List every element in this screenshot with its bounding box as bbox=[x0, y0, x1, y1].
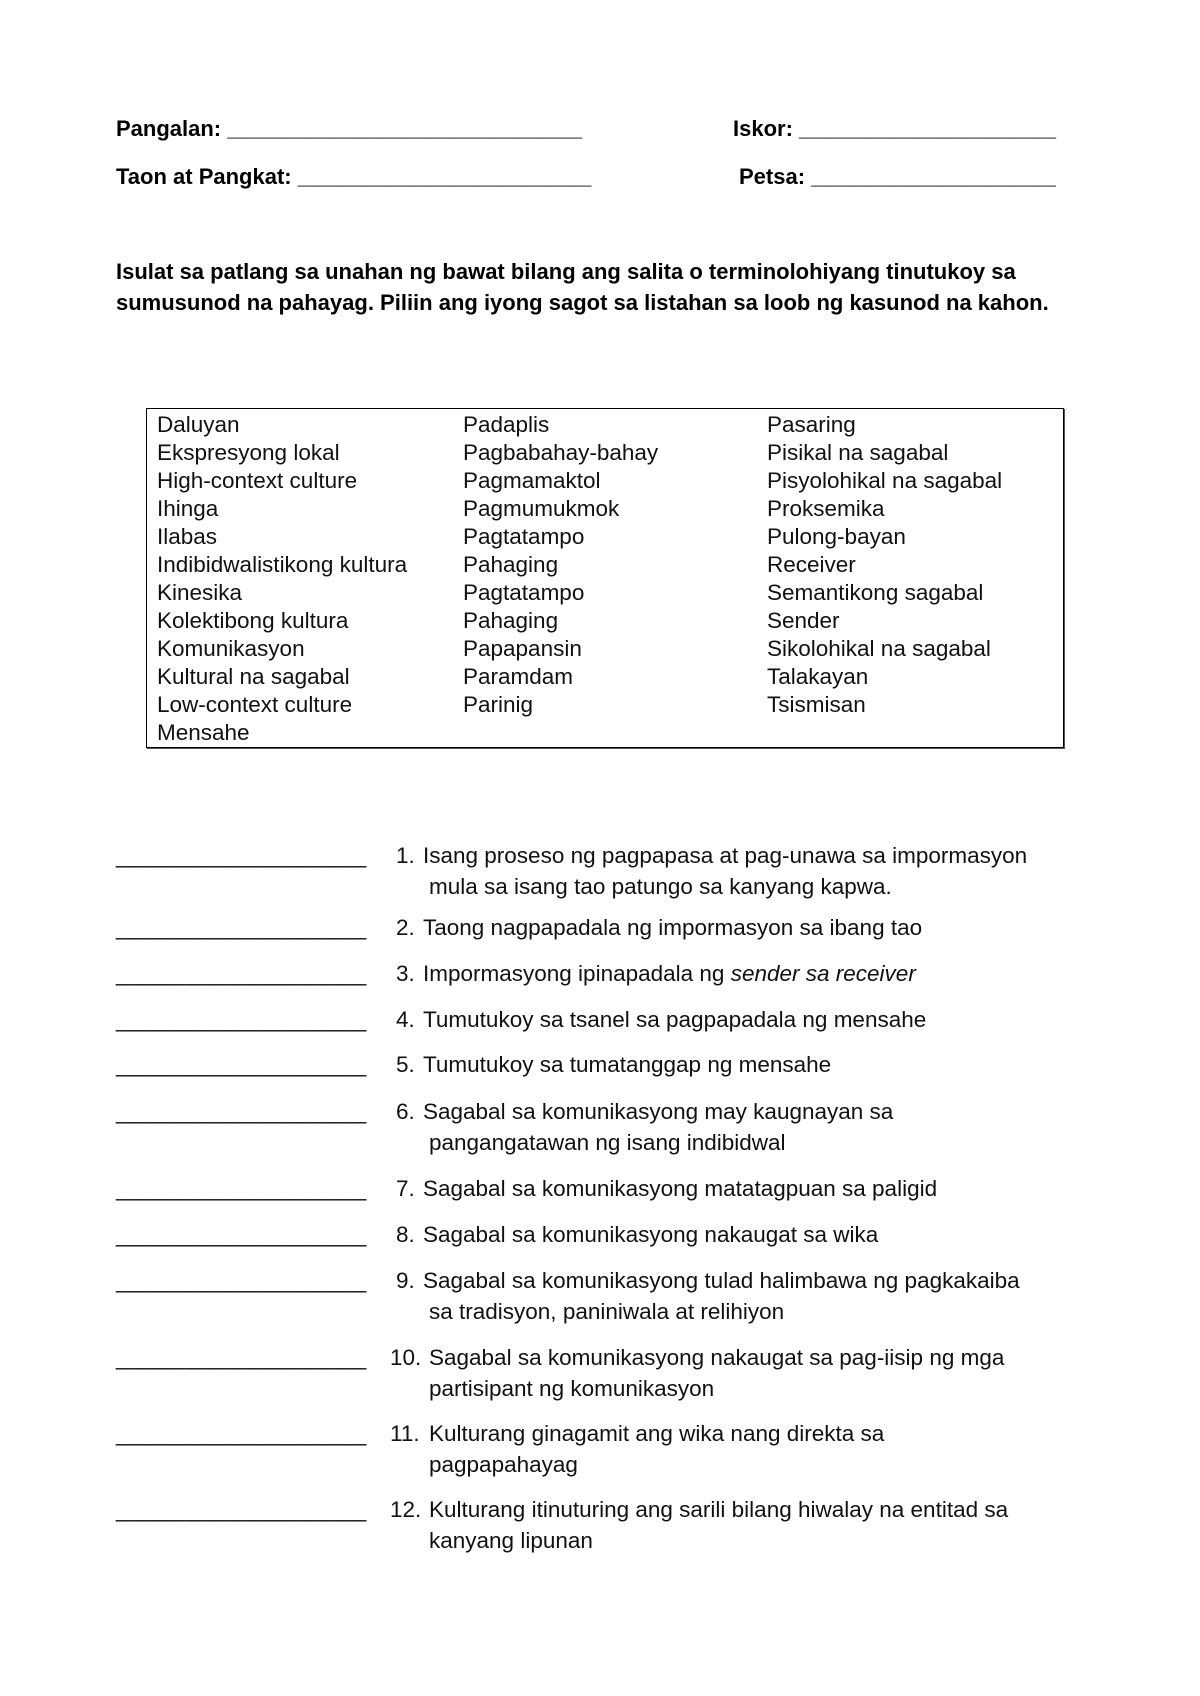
word-bank-term: Pagmumukmok bbox=[463, 496, 620, 521]
word-bank-term: Pisikal na sagabal bbox=[767, 440, 949, 465]
question-item bbox=[116, 1265, 1116, 1327]
question-item bbox=[116, 1342, 1116, 1404]
word-bank-term: Padaplis bbox=[463, 412, 550, 437]
question-text bbox=[423, 1173, 937, 1204]
word-bank-term: Receiver bbox=[767, 552, 856, 577]
question-item bbox=[116, 1219, 1116, 1250]
year-section-field bbox=[116, 164, 591, 190]
word-bank-term: Low-context culture bbox=[157, 692, 353, 717]
word-bank-column-2 bbox=[463, 411, 658, 719]
name-label: Pangalan: bbox=[116, 116, 222, 141]
question-text-line: Sagabal sa komunikasyong nakaugat sa pag-iisip ng mga bbox=[429, 1345, 1005, 1370]
word-bank-term: Pagmamaktol bbox=[463, 468, 601, 493]
word-bank-term: Sender bbox=[767, 608, 840, 633]
question-text bbox=[423, 958, 916, 989]
question-number: 5. bbox=[396, 1052, 415, 1077]
question-text-continuation: pagpapahayag bbox=[429, 1452, 578, 1477]
answer-blank[interactable]: ____________________ bbox=[116, 1007, 367, 1032]
answer-blank[interactable]: ____________________ bbox=[116, 1497, 367, 1522]
question-number: 2. bbox=[396, 915, 415, 940]
word-bank-term: Pahaging bbox=[463, 608, 559, 633]
word-bank-term: Pasaring bbox=[767, 412, 856, 437]
question-item bbox=[116, 958, 1116, 989]
answer-blank[interactable]: ____________________ bbox=[116, 1099, 367, 1124]
name-field bbox=[116, 116, 582, 142]
question-number: 8. bbox=[396, 1222, 415, 1247]
word-bank-term: Kinesika bbox=[157, 580, 243, 605]
answer-blank[interactable]: ____________________ bbox=[116, 915, 367, 940]
word-bank-term: Pahaging bbox=[463, 552, 559, 577]
question-item bbox=[116, 1049, 1116, 1080]
answer-blank[interactable]: ____________________ bbox=[116, 843, 367, 868]
question-item bbox=[116, 912, 1116, 943]
date-blank[interactable]: ____________________ bbox=[811, 164, 1056, 189]
word-bank-term: Pagtatampo bbox=[463, 580, 585, 605]
question-number: 10. bbox=[390, 1345, 422, 1370]
word-bank-term: Pagbabahay-bahay bbox=[463, 440, 659, 465]
word-bank-term: Pulong-bayan bbox=[767, 524, 906, 549]
score-field bbox=[733, 116, 1056, 142]
year-section-blank[interactable]: ________________________ bbox=[297, 164, 592, 189]
word-bank-term: Ilabas bbox=[157, 524, 218, 549]
answer-blank[interactable]: ____________________ bbox=[116, 1421, 367, 1446]
question-number: 12. bbox=[390, 1497, 422, 1522]
question-item bbox=[116, 1004, 1116, 1035]
question-text-continuation: kanyang lipunan bbox=[429, 1528, 593, 1553]
question-number: 7. bbox=[396, 1176, 415, 1201]
question-text-line: Tumutukoy sa tumatanggap ng mensahe bbox=[423, 1052, 832, 1077]
word-bank-term: Pagtatampo bbox=[463, 524, 585, 549]
word-bank-term: Talakayan bbox=[767, 664, 869, 689]
question-text bbox=[423, 1219, 878, 1250]
word-bank-term: Mensahe bbox=[157, 720, 250, 745]
question-number: 1. bbox=[396, 843, 415, 868]
question-text bbox=[423, 1004, 926, 1035]
name-blank[interactable]: _____________________________ bbox=[227, 116, 583, 141]
word-bank-term: Indibidwalistikong kultura bbox=[157, 552, 408, 577]
question-number: 4. bbox=[396, 1007, 415, 1032]
question-number: 3. bbox=[396, 961, 415, 986]
word-bank-term: Ihinga bbox=[157, 496, 219, 521]
question-text-line: Taong nagpapadala ng impormasyon sa ibang tao bbox=[423, 915, 923, 940]
answer-blank[interactable]: ____________________ bbox=[116, 961, 367, 986]
question-text-continuation: pangangatawan ng isang indibidwal bbox=[429, 1130, 786, 1155]
answer-blank[interactable]: ____________________ bbox=[116, 1052, 367, 1077]
word-bank-term: Komunikasyon bbox=[157, 636, 305, 661]
question-text bbox=[429, 1418, 884, 1449]
score-blank[interactable]: _____________________ bbox=[799, 116, 1056, 141]
answer-blank[interactable]: ____________________ bbox=[116, 1345, 367, 1370]
question-text-line: Isang proseso ng pagpapasa at pag-unawa sa impormasyon bbox=[423, 843, 1028, 868]
word-bank-term: Paramdam bbox=[463, 664, 574, 689]
question-text-line: Sagabal sa komunikasyong may kaugnayan sa bbox=[423, 1099, 894, 1124]
question-text bbox=[423, 912, 922, 943]
word-bank-box bbox=[146, 408, 1064, 748]
question-text bbox=[429, 1342, 1004, 1373]
word-bank-term: Kultural na sagabal bbox=[157, 664, 350, 689]
question-text-line: Sagabal sa komunikasyong nakaugat sa wika bbox=[423, 1222, 879, 1247]
question-text bbox=[423, 840, 1027, 871]
answer-blank[interactable]: ____________________ bbox=[116, 1222, 367, 1247]
question-item bbox=[116, 1418, 1116, 1480]
question-item bbox=[116, 1173, 1116, 1204]
question-text-continuation: partisipant ng komunikasyon bbox=[429, 1376, 715, 1401]
word-bank-term: Papapansin bbox=[463, 636, 582, 661]
instructions: Isulat sa patlang sa unahan ng bawat bilang ang salita o terminolohiyang tinutukoy sa sumusunod na pahayag. Piliin ang iyong sagot sa listahan sa loob ng kasunod na kahon. bbox=[116, 259, 1049, 315]
date-label: Petsa: bbox=[739, 164, 806, 189]
question-item bbox=[116, 840, 1116, 902]
question-text-line: Impormasyong ipinapadala ng bbox=[423, 961, 725, 986]
question-number: 11. bbox=[390, 1421, 420, 1446]
question-italic-text: sender sa receiver bbox=[730, 961, 916, 986]
question-number: 9. bbox=[396, 1268, 415, 1293]
word-bank-term: Sikolohikal na sagabal bbox=[767, 636, 991, 661]
question-text-line: Kulturang ginagamit ang wika nang direkta sa bbox=[429, 1421, 885, 1446]
year-section-label: Taon at Pangkat: bbox=[116, 164, 292, 189]
word-bank-column-1 bbox=[157, 411, 407, 747]
question-text-line: Kulturang itinuturing ang sarili bilang hiwalay na entitad sa bbox=[429, 1497, 1009, 1522]
word-bank-term: Kolektibong kultura bbox=[157, 608, 349, 633]
word-bank-term: Pisyolohikal na sagabal bbox=[767, 468, 1003, 493]
question-text bbox=[423, 1049, 831, 1080]
question-text-continuation: mula sa isang tao patungo sa kanyang kapwa. bbox=[429, 874, 892, 899]
question-text-line: Sagabal sa komunikasyong matatagpuan sa paligid bbox=[423, 1176, 938, 1201]
question-text bbox=[423, 1265, 1020, 1296]
question-text-continuation: sa tradisyon, paniniwala at relihiyon bbox=[429, 1299, 785, 1324]
answer-blank[interactable]: ____________________ bbox=[116, 1268, 367, 1293]
word-bank-term: Tsismisan bbox=[767, 692, 866, 717]
word-bank-term: Ekspresyong lokal bbox=[157, 440, 340, 465]
question-number: 6. bbox=[396, 1099, 415, 1124]
question-item bbox=[116, 1096, 1116, 1158]
word-bank-term: Parinig bbox=[463, 692, 534, 717]
question-text bbox=[423, 1096, 893, 1127]
word-bank-term: High-context culture bbox=[157, 468, 358, 493]
score-label: Iskor: bbox=[733, 116, 793, 141]
word-bank-column-3 bbox=[767, 411, 1002, 719]
word-bank-term: Proksemika bbox=[767, 496, 885, 521]
answer-blank[interactable]: ____________________ bbox=[116, 1176, 367, 1201]
question-text-line: Tumutukoy sa tsanel sa pagpapadala ng mensahe bbox=[423, 1007, 927, 1032]
word-bank-term: Semantikong sagabal bbox=[767, 580, 984, 605]
question-item bbox=[116, 1494, 1116, 1556]
question-text-line: Sagabal sa komunikasyong tulad halimbawa ng pagkakaiba bbox=[423, 1268, 1020, 1293]
date-field bbox=[739, 164, 1056, 190]
question-text bbox=[429, 1494, 1008, 1525]
word-bank-term: Daluyan bbox=[157, 412, 240, 437]
